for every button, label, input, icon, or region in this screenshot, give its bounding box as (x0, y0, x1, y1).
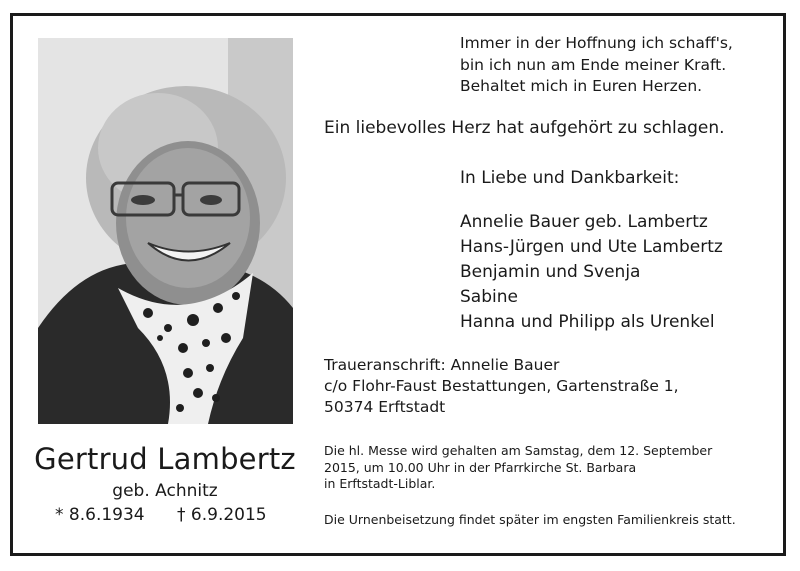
death-date: † 6.9.2015 (177, 505, 267, 525)
address-line: c/o Flohr-Faust Bestattungen, Gartenstraße 1, (324, 377, 679, 395)
mourner: Hans-Jürgen und Ute Lambertz (460, 237, 723, 257)
poem-line: bin ich nun am Ende meiner Kraft. (460, 55, 727, 74)
birth-name: geb. Achnitz (112, 481, 218, 501)
in-love-line: In Liebe und Dankbarkeit: (460, 168, 680, 188)
poem-line: Immer in der Hoffnung ich schaff's, (460, 34, 733, 52)
urn-burial-note: Die Urnenbeisetzung findet später im engsten Familienkreis statt. (324, 512, 736, 527)
deceased-name: Gertrud Lambertz (34, 442, 296, 476)
portrait-photo (38, 38, 293, 424)
portrait-image (38, 38, 293, 424)
headline: Ein liebevolles Herz hat aufgehört zu schlagen. (324, 118, 725, 138)
mourner: Benjamin und Svenja (460, 262, 641, 282)
mourning-address (324, 355, 679, 418)
address-line: 50374 Erftstadt (324, 398, 446, 416)
mass-line: 2015, um 10.00 Uhr in der Pfarrkirche St. Barbara (324, 459, 637, 475)
address-line: Traueranschrift: Annelie Bauer (324, 356, 560, 374)
mass-info (324, 443, 712, 493)
mourner: Hanna und Philipp als Urenkel (460, 312, 715, 332)
poem-line: Behaltet mich in Euren Herzen. (460, 77, 703, 95)
mourner: Annelie Bauer geb. Lambertz (460, 212, 708, 232)
mourners-list (460, 210, 723, 335)
mass-line: Die hl. Messe wird gehalten am Samstag, dem 12. September (324, 443, 713, 458)
poem (460, 33, 733, 98)
mourner: Sabine (460, 287, 518, 307)
mass-line: in Erftstadt-Liblar. (324, 476, 436, 491)
birth-date: * 8.6.1934 (55, 505, 145, 525)
